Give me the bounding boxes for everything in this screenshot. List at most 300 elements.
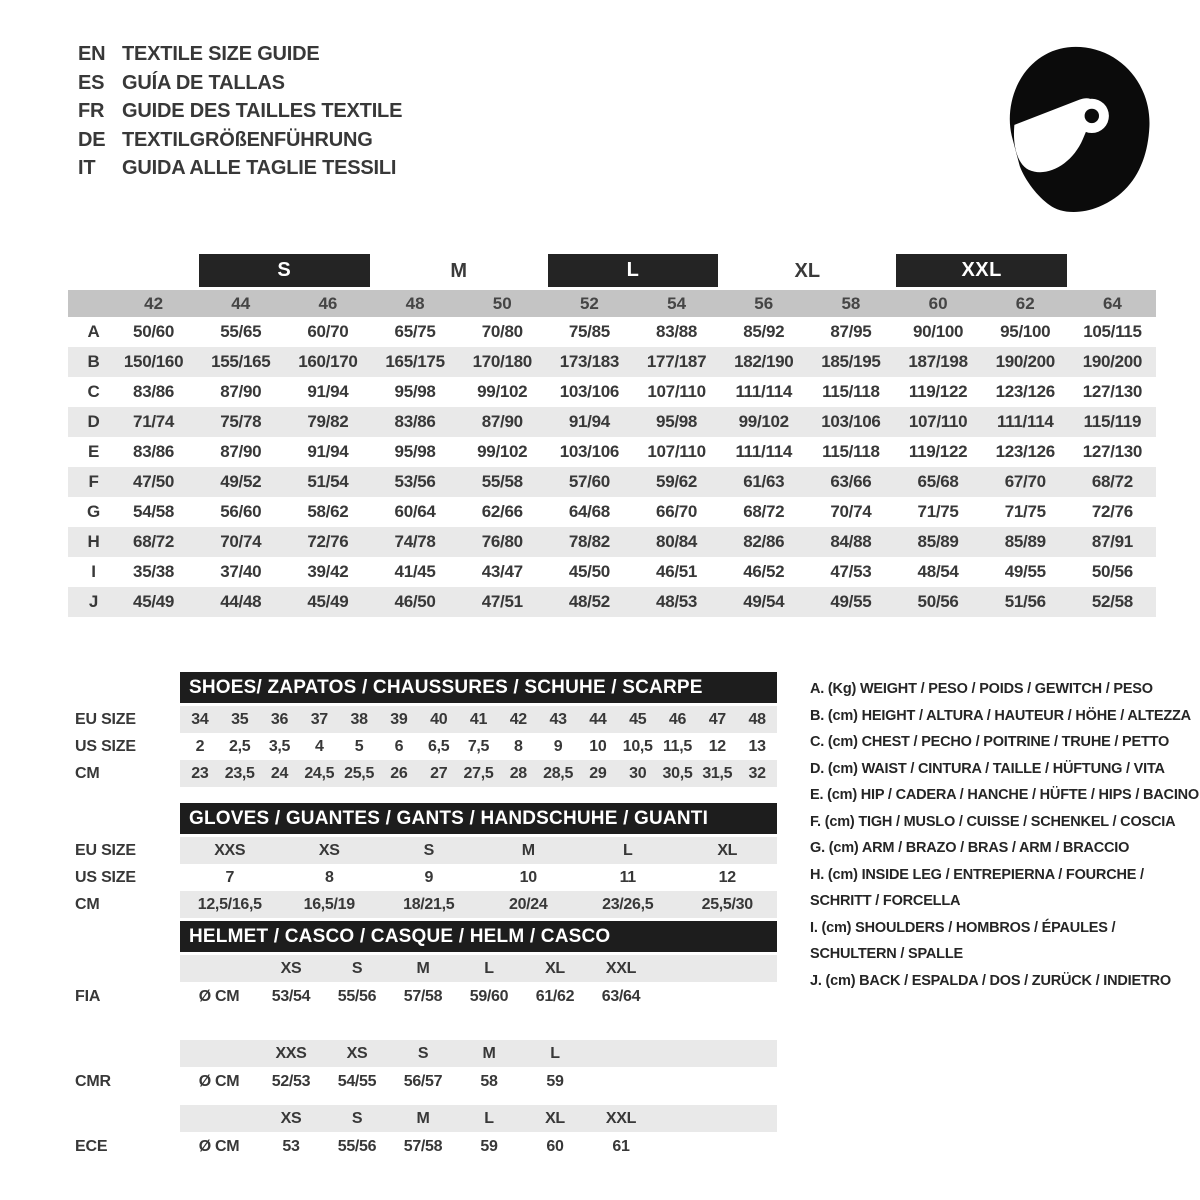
shoes-value: 3,5 [268,737,291,755]
measurement-value: 91/94 [307,382,349,401]
gloves-title-row [75,803,777,834]
measurement-value: 39/42 [307,562,349,581]
helmet-value: 52/53 [271,1073,311,1090]
shoes-value: 5 [354,737,364,755]
shoes-value: 31,5 [702,764,733,782]
size-number: 42 [144,293,164,313]
shoes-value: 7,5 [467,737,490,755]
gloves-value: 9 [424,868,434,886]
helmet-size-label: XXL [605,959,637,977]
spacer [75,1097,777,1105]
row-label: G [87,502,100,521]
measurement-value: 41/45 [394,562,436,581]
helmet-values [180,1067,777,1097]
measurement-value: 190/200 [1082,352,1143,371]
gloves-value: XL [717,841,738,859]
shoes-value: 24,5 [304,764,335,782]
measurement-value: 72/76 [1091,502,1133,521]
measurement-value: 50/60 [133,322,175,341]
shoes-value: 41 [469,710,488,728]
table-row-d [68,407,1156,437]
gloves-row-eu-size [75,837,777,864]
measurement-value: 46/51 [656,562,698,581]
measurement-value: 37/40 [220,562,262,581]
shoes-row-values [180,733,777,760]
shoes-title: SHOES/ ZAPATOS / CHAUSSURES / SCHUHE / SCARPE [180,672,777,703]
measurement-value: 75/78 [220,412,262,431]
spacer [75,803,180,834]
measurement-value: 61/63 [743,472,785,491]
shoes-value: 6,5 [428,737,450,755]
shoes-value: 23 [191,764,209,782]
measurement-value: 165/175 [385,352,445,371]
measurement-value: 44/48 [220,592,262,611]
gloves-value: 18/21,5 [403,895,455,913]
helmet-unit-label: Ø CM [198,988,240,1005]
measurement-value: 49/55 [1004,562,1046,581]
helmet-sizes-row-fia [75,955,777,982]
measurement-value: 59/62 [656,472,698,491]
shoes-value: 10,5 [622,737,653,755]
gloves-value: 16,5/19 [303,895,355,913]
helmet-values-row-fia [75,982,777,1012]
measurement-value: 107/110 [647,442,706,461]
shoes-value: 30,5 [662,764,693,782]
shoes-value: 40 [430,710,448,728]
helmet-value: 57/58 [403,1138,443,1155]
gloves-value: M [521,841,535,859]
language-code: ES [78,71,105,94]
shoes-value: 35 [231,710,249,728]
measurement-value: 111/114 [735,442,793,461]
helmet-value: 58 [480,1073,498,1090]
measurement-value: 103/106 [559,442,620,461]
shoes-row-eu-size [75,706,777,733]
helmet-value: 57/58 [403,988,443,1005]
measurement-value: 51/54 [307,472,349,491]
shoes-value: 32 [748,764,766,782]
measurement-value: 115/118 [822,382,880,401]
table-row-b [68,347,1156,377]
shoes-value: 4 [314,737,324,755]
helmet-value: 61 [612,1138,630,1155]
gloves-value: 8 [324,868,334,886]
helmet-size-label: M [482,1044,496,1062]
helmet-sizes [180,1040,777,1067]
shoes-value: 13 [748,737,766,755]
measurement-value: 64/68 [568,502,610,521]
shoes-value: 11,5 [662,737,693,755]
measurement-value: 53/56 [394,472,436,491]
measurement-value: 115/118 [822,442,880,461]
helmet-sizes-row-ece [75,1105,777,1132]
row-label: D [87,412,100,431]
table-row-a [68,317,1156,347]
shoes-value: 27 [430,764,448,782]
measurement-value: 95/98 [394,442,436,461]
shoes-value: 43 [549,710,567,728]
size-group-header [68,252,1156,290]
measurement-value: 65/75 [394,322,436,341]
row-label: F [88,472,99,491]
size-number: 54 [667,293,687,313]
size-number: 44 [231,293,251,313]
measurement-value: 185/195 [821,352,881,371]
language-code: DE [78,128,106,151]
shoes-section [75,672,777,787]
helmet-value: 53 [282,1138,300,1155]
measurement-value: 45/50 [568,562,610,581]
legend-item: J. (cm) BACK / ESPALDA / DOS / ZURÜCK / INDIETRO [810,972,1171,989]
helmet-standard-label: CMR [75,1073,111,1090]
table-row-i [68,557,1156,587]
helmet-value: 55/56 [337,1138,377,1155]
measurement-value: 155/165 [211,352,271,371]
measurement-value: 65/68 [917,472,959,491]
helmet-size-label: M [416,1109,430,1127]
shoes-value: 37 [310,710,328,728]
measurement-value: 43/47 [481,562,523,581]
shoes-value: 29 [589,764,607,782]
helmet-size-label: XL [545,959,565,977]
shoes-value: 23,5 [224,764,255,782]
table-row-h [68,527,1156,557]
measurement-value: 50/56 [1091,562,1133,581]
measurement-value: 160/170 [298,352,358,371]
helmet-size-label: XXS [275,1044,307,1062]
measurement-value: 75/85 [568,322,610,341]
measurement-value: 55/58 [481,472,523,491]
measurement-value: 70/74 [830,502,872,521]
helmet-value: 59 [546,1073,564,1090]
measurement-value: 87/90 [220,382,262,401]
size-number: 60 [928,293,948,313]
gloves-row-cm [75,891,777,918]
measurement-value: 99/102 [477,442,528,461]
measurement-value: 190/200 [995,352,1055,371]
language-row [78,97,402,126]
language-code: IT [78,157,96,179]
shoes-row-label: CM [75,764,100,782]
helmet-standard-label: ECE [75,1138,108,1155]
measurement-value: 60/64 [394,502,436,521]
shoes-row-us-size [75,733,777,760]
language-title: GUÍA DE TALLAS [122,71,285,94]
shoes-value: 2 [195,737,205,755]
gloves-row-values [180,891,777,918]
shoes-row-cm [75,760,777,787]
measurement-value: 91/94 [568,412,610,431]
helmet-value: 53/54 [271,988,311,1005]
measurement-value: 70/80 [481,322,523,341]
measurement-value: 74/78 [394,532,436,551]
helmet-size-label: M [416,959,430,977]
helmet-value: 60 [546,1138,564,1155]
racing-helmet-icon [973,34,1171,232]
measurement-value: 87/90 [481,412,523,431]
measurement-value: 57/60 [568,472,610,491]
legend-item: A. (Kg) WEIGHT / PESO / POIDS / GEWITCH / PESO [810,681,1153,697]
shoes-value: 25,5 [344,764,375,782]
legend-item: F. (cm) TIGH / MUSLO / CUISSE / SCHENKEL / COSCIA [810,813,1176,830]
measurement-value: 87/90 [220,442,262,461]
row-label: A [87,322,100,341]
helmet-size-label: XXL [605,1109,637,1127]
gloves-value: 23/26,5 [602,895,654,913]
helmet-size-label: XS [346,1044,368,1062]
shoes-value: 39 [390,710,408,728]
language-row [78,154,402,183]
measurement-value: 123/126 [995,442,1055,461]
measurement-value: 72/76 [307,532,349,551]
measurement-legend [810,676,1200,994]
helmet-values [180,1132,777,1162]
helmet-value: 56/57 [403,1073,443,1090]
measurement-value: 54/58 [133,502,175,521]
measurement-value: 48/54 [917,562,959,581]
shoes-value: 38 [350,710,368,728]
shoes-row-label: US SIZE [75,737,136,755]
language-row [78,126,402,155]
measurement-value: 107/110 [647,382,706,401]
measurement-value: 105/115 [1083,322,1142,341]
measurement-value: 99/102 [477,382,528,401]
measurement-value: 49/54 [743,592,785,611]
measurement-value: 45/49 [133,592,175,611]
measurement-value: 70/74 [220,532,262,551]
measurement-value: 150/160 [123,352,184,371]
shoes-value: 30 [629,764,647,782]
measurement-value: 49/52 [220,472,262,491]
size-number: 56 [754,293,774,313]
measurement-value: 127/130 [1082,382,1143,401]
measurement-value: 79/82 [307,412,349,431]
shoes-value: 42 [509,710,527,728]
spacer [75,1105,180,1132]
helmet-size-label: S [351,1109,363,1127]
gloves-value: 25,5/30 [701,895,753,913]
measurement-value: 68/72 [1091,472,1133,491]
measurement-value: 83/86 [133,382,175,401]
table-row-e [68,437,1156,467]
gloves-row-label: US SIZE [75,868,136,886]
gloves-value: S [423,841,434,859]
helmet-value: 59 [480,1138,498,1155]
measurement-value: 103/106 [559,382,620,401]
shoes-value: 9 [553,737,563,755]
helmet-value: 61/62 [535,988,575,1005]
measurement-value: 85/92 [743,322,785,341]
gloves-value: 10 [519,868,537,886]
visor-pivot-inner [1085,109,1099,123]
legend-item: I. (cm) SHOULDERS / HOMBROS / ÉPAULES / SCHULTERN / SPALLE [810,919,1116,962]
measurement-value: 87/95 [830,322,872,341]
measurement-value: 67/70 [1004,472,1046,491]
measurement-value: 91/94 [307,442,349,461]
legend-item: H. (cm) INSIDE LEG / ENTREPIERNA / FOURCHE / SCHRITT / FORCELLA [810,866,1144,909]
measurement-value: 187/198 [908,352,968,371]
measurement-value: 111/114 [735,382,793,401]
table-row-j [68,587,1156,617]
measurement-value: 46/52 [743,562,785,581]
size-group-m: M [450,259,467,282]
shoes-row-label: EU SIZE [75,710,136,728]
measurement-value: 52/58 [1091,592,1133,611]
gloves-row-label: EU SIZE [75,841,136,859]
measurement-value: 95/98 [656,412,698,431]
measurement-value: 115/119 [1083,412,1142,431]
row-label: C [87,382,100,401]
measurement-value: 99/102 [738,412,789,431]
helmet-title-row [75,921,777,952]
size-number: 52 [579,293,599,313]
shoes-value: 46 [668,710,687,728]
gloves-value: 12 [718,868,736,886]
language-title: TEXTILGRÖßENFÜHRUNG [122,128,373,151]
size-number-strip [68,290,1156,317]
helmet-title: HELMET / CASCO / CASQUE / HELM / CASCO [180,921,777,952]
measurement-value: 76/80 [481,532,523,551]
shoes-value: 24 [270,764,289,782]
shoes-value: 26 [390,764,408,782]
row-label: I [91,562,96,581]
helmet-value: 63/64 [601,988,641,1005]
measurement-value: 68/72 [743,502,785,521]
gloves-row-values [180,837,777,864]
measurement-value: 71/75 [917,502,959,521]
measurement-value: 71/75 [1004,502,1046,521]
row-label: J [88,592,99,611]
size-number: 46 [318,293,338,313]
measurement-value: 68/72 [133,532,175,551]
measurement-value: 78/82 [568,532,610,551]
measurement-value: 46/50 [394,592,436,611]
table-row-g [68,497,1156,527]
helmet-size-label: L [484,1109,494,1127]
size-number: 48 [405,293,425,313]
measurement-value: 103/106 [821,412,881,431]
measurement-value: 83/86 [133,442,175,461]
helmet-value: 54/55 [337,1073,377,1090]
spacer [75,672,180,703]
row-label: B [87,352,100,371]
spacer [75,921,180,952]
measurement-value: 55/65 [220,322,262,341]
size-group-l: L [548,254,718,287]
measurement-value: 35/38 [133,562,175,581]
measurement-value: 119/122 [908,442,968,461]
shoes-value: 34 [191,710,209,728]
helmet-unit-label: Ø CM [198,1073,240,1090]
size-number: 62 [1015,293,1035,313]
language-title: GUIDE DES TAILLES TEXTILE [122,100,403,122]
shoes-value: 48 [748,710,766,728]
helmet-value: 55/56 [337,988,377,1005]
measurement-value: 49/55 [830,592,872,611]
shoes-value: 47 [708,710,726,728]
measurement-value: 85/89 [917,532,959,551]
language-title: GUIDA ALLE TAGLIE TESSILI [122,157,397,179]
helmet-values-row-ece [75,1132,777,1162]
gloves-value: XXS [214,841,246,859]
measurement-value: 173/183 [559,352,620,371]
measurement-value: 123/126 [995,382,1055,401]
gloves-value: L [623,841,633,859]
main-size-table [68,252,1156,617]
shoes-value: 10 [589,737,607,755]
size-group-s: S [199,254,369,287]
legend-item: G. (cm) ARM / BRAZO / BRAS / ARM / BRACCIO [810,840,1130,856]
measurement-value: 111/114 [996,412,1054,431]
measurement-value: 83/88 [656,322,698,341]
measurement-value: 95/100 [1000,322,1051,341]
measurement-value: 127/130 [1082,442,1143,461]
language-row [78,40,402,69]
shoes-value: 12 [708,737,726,755]
measurement-value: 48/52 [568,592,610,611]
measurement-value: 47/51 [481,592,523,611]
gloves-value: 12,5/16,5 [197,895,262,913]
helmet-size-label: S [351,959,363,977]
gloves-value: 7 [225,868,235,886]
spacer [75,1040,180,1067]
legend-item: C. (cm) CHEST / PECHO / POITRINE / TRUHE / PETTO [810,734,1170,750]
measurement-value: 51/56 [1004,592,1046,611]
shoes-value: 28,5 [543,764,574,782]
spacer [75,1012,777,1040]
shoes-value: 45 [629,710,647,728]
measurement-value: 170/180 [472,352,532,371]
measurement-value: 71/74 [133,412,175,431]
helmet-sizes [180,955,777,982]
measurement-value: 84/88 [830,532,872,551]
language-title: TEXTILE SIZE GUIDE [122,43,320,65]
helmet-values [180,982,777,1012]
gloves-row-values [180,864,777,891]
measurement-value: 58/62 [307,502,349,521]
spacer [75,955,180,982]
measurement-value: 50/56 [917,592,959,611]
shoes-value: 27,5 [463,764,494,782]
measurement-value: 48/53 [656,592,698,611]
measurement-value: 83/86 [394,412,436,431]
measurement-value: 82/86 [743,532,785,551]
measurement-value: 95/98 [394,382,436,401]
measurement-value: 80/84 [656,532,698,551]
helmet-unit-label: Ø CM [198,1138,240,1155]
gloves-value: 20/24 [508,895,548,913]
table-row-f [68,467,1156,497]
gloves-section [75,803,777,918]
measurement-value: 177/187 [646,352,707,371]
shoes-value: 6 [394,737,404,755]
size-group-xl: XL [794,259,821,282]
measurement-value: 90/100 [912,322,964,341]
legend-item: B. (cm) HEIGHT / ALTURA / HAUTEUR / HÖHE / ALTEZZA [810,707,1191,724]
measurement-value: 60/70 [307,322,349,341]
measurement-value: 47/50 [133,472,175,491]
gloves-title: GLOVES / GUANTES / GANTS / HANDSCHUHE / GUANTI [180,803,777,834]
measurement-value: 87/91 [1091,532,1133,551]
row-label: H [87,532,100,551]
size-number: 58 [841,293,861,313]
shoes-value: 44 [589,710,607,728]
helmet-size-label: S [417,1044,429,1062]
helmet-size-label: L [484,959,494,977]
measurement-value: 47/53 [830,562,872,581]
gloves-row-label: CM [75,895,100,913]
measurement-value: 85/89 [1004,532,1046,551]
